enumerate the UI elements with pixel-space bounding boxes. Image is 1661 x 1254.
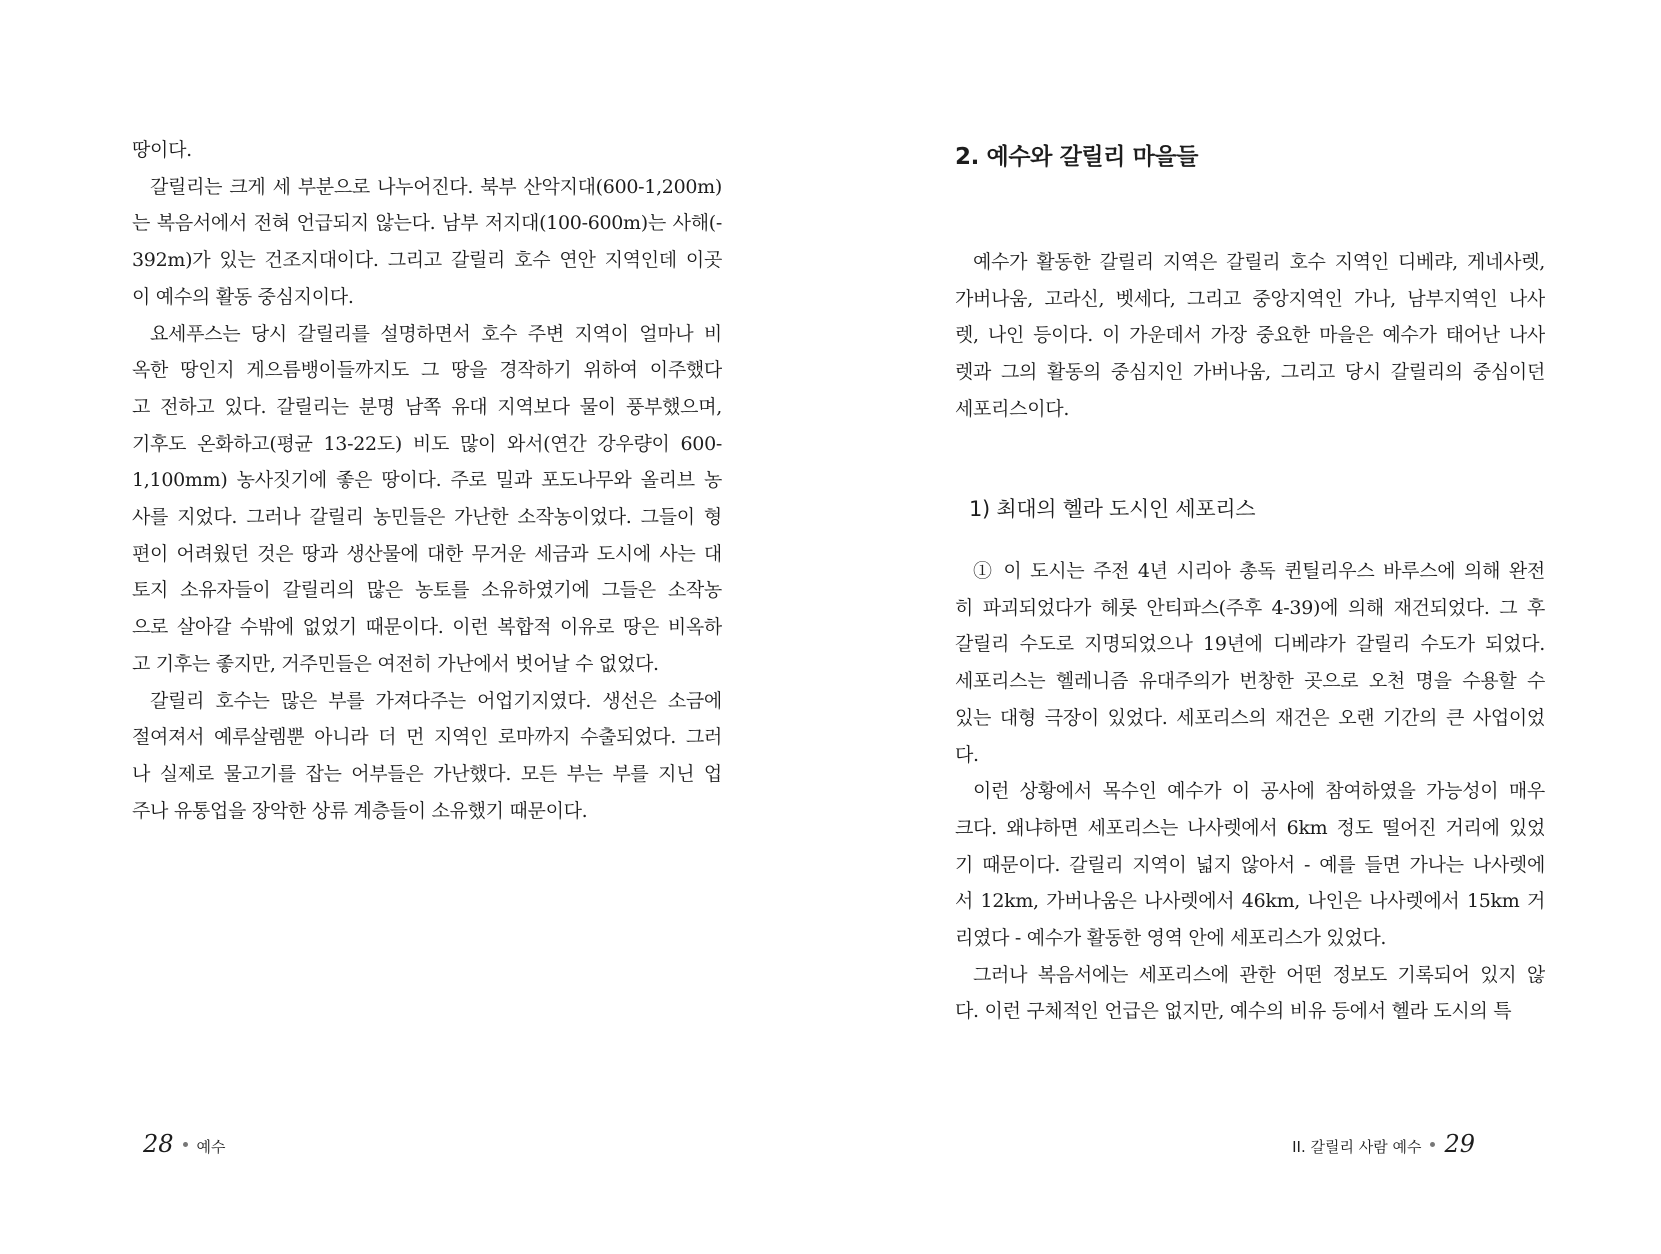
text-line: 1,100mm) 농사짓기에 좋은 땅이다. 주로 밀과 포도나무와 올리브 농 [132,469,722,492]
text-line: 있는 대형 극장이 있었다. 세포리스의 재건은 오랜 기간의 큰 사업이었 [955,706,1545,729]
text-line: 렛, 나인 등이다. 이 가운데서 가장 중요한 마을은 예수가 태어난 나사 [955,324,1545,347]
text-line: 가버나움, 고라신, 벳세다, 그리고 중앙지역인 가나, 남부지역인 나사 [955,287,1545,310]
page-number: 29 [1444,1130,1475,1158]
text-line: 392m)가 있는 건조지대이다. 그리고 갈릴리 호수 연안 지역인데 이곳 [132,249,722,272]
text-line: 갈릴리 호수는 많은 부를 가져다주는 어업기지였다. 생선은 소금에 [150,689,722,712]
text-line: 갈릴리는 크게 세 부분으로 나누어진다. 북부 산악지대(600-1,200m) [150,175,722,198]
text-line: 갈릴리 수도로 지명되었으나 19년에 디베랴가 갈릴리 수도가 되었다. [955,633,1545,656]
left-footer [143,1130,226,1166]
text-line: 고 전하고 있다. 갈릴리는 분명 남쪽 유대 지역보다 물이 풍부했으며, [132,395,722,418]
text-line: 기후도 온화하고(평균 13-22도) 비도 많이 와서(연간 강우량이 600- [132,432,722,455]
text-line: 나 실제로 물고기를 잡는 어부들은 가난했다. 모든 부는 부를 지닌 업 [132,762,722,785]
text-line: 으로 살아갈 수밖에 없었기 때문이다. 이런 복합적 이유로 땅은 비옥하 [132,616,722,639]
text-line: 서 12km, 가버나움은 나사렛에서 46km, 나인은 나사렛에서 15km 거 [955,890,1545,913]
running-head: 예수 [196,1138,226,1156]
text-line: 는 복음서에서 전혀 언급되지 않는다. 남부 저지대(100-600m)는 사해(- [132,212,722,235]
text-line: 주나 유통업을 장악한 상류 계층들이 소유했기 때문이다. [132,799,588,822]
text-line: 이 예수의 활동 중심지이다. [132,285,354,308]
text-line: 땅이다. [132,139,192,161]
text-line: ① 이 도시는 주전 4년 시리아 총독 퀸틸리우스 바루스에 의해 완전 [973,560,1545,582]
chapter-title: 2. 예수와 갈릴리 마을들 [955,144,1199,170]
right-footer [1292,1130,1475,1166]
running-head: II. 갈릴리 사람 예수 [1292,1138,1422,1156]
text-line: 기 때문이다. 갈릴리 지역이 넓지 않아서 - 예를 들면 가나는 나사렛에 [955,853,1545,876]
text-line: 렛과 그의 활동의 중심지인 가버나움, 그리고 당시 갈릴리의 중심이던 [955,361,1545,384]
text-line: 예수가 활동한 갈릴리 지역은 갈릴리 호수 지역인 디베랴, 게네사렛, [973,251,1545,273]
text-line: 이런 상황에서 목수인 예수가 이 공사에 참여하였을 가능성이 매우 [973,780,1545,803]
text-line: 세포리스이다. [955,397,1070,420]
text-line: 세포리스는 헬레니즘 유대주의가 번창한 곳으로 오천 명을 수용할 수 [955,670,1545,693]
text-line: 편이 어려웠던 것은 땅과 생산물에 대한 무거운 세금과 도시에 사는 대 [132,542,722,565]
text-line: 그러나 복음서에는 세포리스에 관한 어떤 정보도 기록되어 있지 않 [973,963,1545,986]
section-title: 1) 최대의 헬라 도시인 세포리스 [969,497,1256,521]
text-line: 다. 이런 구체적인 언급은 없지만, 예수의 비유 등에서 헬라 도시의 특 [955,1000,1512,1023]
text-line: 요세푸스는 당시 갈릴리를 설명하면서 호수 주변 지역이 얼마나 비 [150,322,722,345]
text-line: 토지 소유자들이 갈릴리의 많은 농토를 소유하였기에 그들은 소작농 [132,579,722,602]
text-line: 크다. 왜냐하면 세포리스는 나사렛에서 6km 정도 떨어진 거리에 있었 [955,816,1545,839]
text-line: 히 파괴되었다가 헤롯 안티파스(주후 4-39)에 의해 재건되었다. 그 후 [955,596,1545,619]
text-line: 리였다 - 예수가 활동한 영역 안에 세포리스가 있었다. [955,927,1387,949]
page-number: 28 [143,1130,174,1158]
footer-bullet-icon [183,1142,188,1147]
text-line: 절여져서 예루살렘뿐 아니라 더 먼 지역인 로마까지 수출되었다. 그러 [132,726,722,749]
text-line: 다. [955,743,979,766]
text-line: 고 기후는 좋지만, 거주민들은 여전히 가난에서 벗어날 수 없었다. [132,652,659,675]
text-line: 사를 지었다. 그러나 갈릴리 농민들은 가난한 소작농이었다. 그들이 형 [132,506,722,528]
footer-bullet-icon [1430,1142,1435,1147]
text-line: 옥한 땅인지 게으름뱅이들까지도 그 땅을 경작하기 위하여 이주했다 [132,359,722,382]
